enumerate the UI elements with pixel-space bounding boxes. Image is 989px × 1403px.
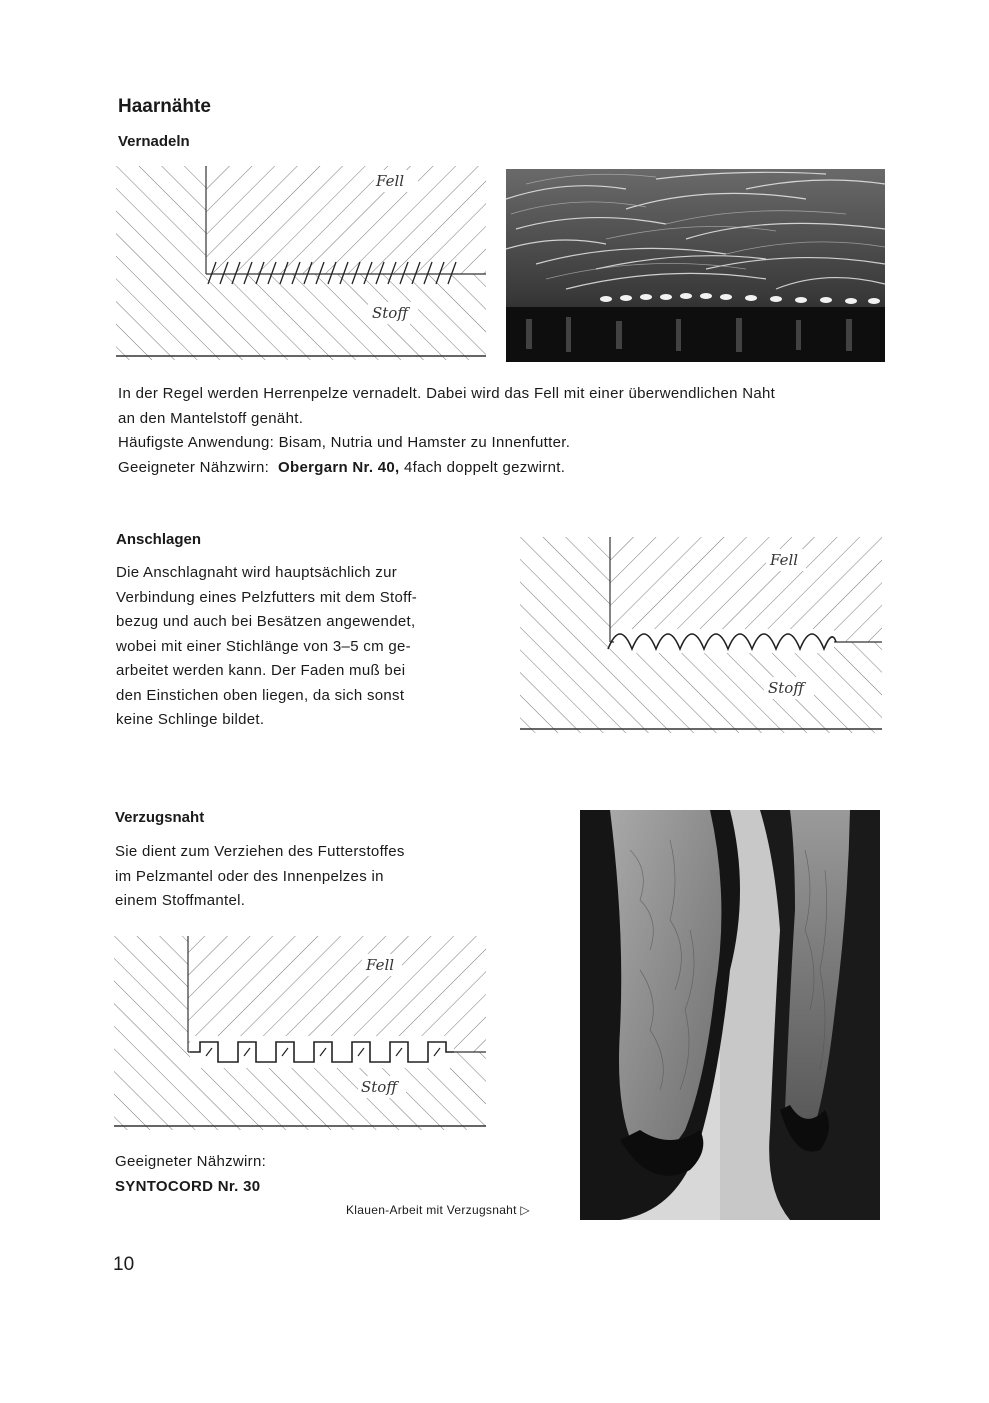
page-number: 10 xyxy=(113,1254,135,1275)
verzugsnaht-line: im Pelzmantel oder des Innenpelzes in xyxy=(115,867,384,885)
anschlagen-label-stoff: Stoff xyxy=(768,679,804,697)
section-title-vernadeln: Vernadeln xyxy=(118,133,190,150)
anschlagen-diagram xyxy=(520,537,882,733)
anschlagen-line: bezug und auch bei Besätzen angewendet, xyxy=(116,613,416,630)
vernadeln-diagram xyxy=(116,166,486,360)
section-title-anschlagen: Anschlagen xyxy=(116,531,202,548)
vernadeln-label-stoff: Stoff xyxy=(372,304,408,322)
verzugsnaht-line: Sie dient zum Verziehen des Futterstoffes xyxy=(115,843,405,860)
section-title-verzugsnaht: Verzugsnaht xyxy=(115,809,205,826)
anschlagen-line: keine Schlinge bildet. xyxy=(116,711,265,728)
anschlagen-line: arbeitet werden kann. Der Faden muß bei xyxy=(116,662,406,679)
vernadeln-text-line-1: In der Regel werden Herrenpelze vernadelt. Dabei wird das Fell mit einer überwendlichen Naht xyxy=(118,385,776,402)
vernadeln-label-fell: Fell xyxy=(376,172,405,190)
anschlagen-line: Verbindung eines Pelzfutters mit dem Stoff- xyxy=(116,588,418,606)
verzugsnaht-diagram xyxy=(114,936,486,1130)
verzugsnaht-thread-value: SYNTOCORD Nr. 30 xyxy=(115,1177,261,1195)
page-heading: Haarnähte xyxy=(118,96,211,117)
vernadeln-text-line-3: Häufigste Anwendung: Bisam, Nutria und Hamster zu Innenfutter. xyxy=(118,434,571,451)
verzugsnaht-label-stoff: Stoff xyxy=(361,1078,397,1096)
vernadeln-thread-line xyxy=(118,456,898,481)
anschlagen-label-fell: Fell xyxy=(770,551,799,569)
vernadeln-text xyxy=(118,382,898,480)
verzugsnaht-text xyxy=(115,840,460,914)
paw-work-photo xyxy=(580,810,880,1220)
fur-seam-photo xyxy=(506,169,885,362)
anschlagen-line: Die Anschlagnaht wird hauptsächlich zur xyxy=(116,564,398,581)
verzugsnaht-line: einem Stoffmantel. xyxy=(115,892,246,909)
vernadeln-thread-bold: Obergarn Nr. 40, xyxy=(278,458,400,476)
anschlagen-line: wobei mit einer Stichlänge von 3–5 cm ge- xyxy=(116,637,411,655)
vernadeln-thread-prefix: Geeigneter Nähzwirn: xyxy=(118,458,270,476)
vernadeln-thread-suffix: 4fach doppelt gezwirnt. xyxy=(404,458,566,476)
anschlagen-line: den Einstichen oben liegen, da sich sonst xyxy=(116,686,405,704)
photo-caption: Klauen-Arbeit mit Verzugsnaht ▷ xyxy=(346,1203,530,1217)
anschlagen-text xyxy=(116,561,461,733)
verzugsnaht-thread xyxy=(115,1150,415,1199)
vernadeln-text-line-2: an den Mantelstoff genäht. xyxy=(118,409,304,427)
verzugsnaht-thread-label: Geeigneter Nähzwirn: xyxy=(115,1153,267,1170)
verzugsnaht-label-fell: Fell xyxy=(366,956,395,974)
